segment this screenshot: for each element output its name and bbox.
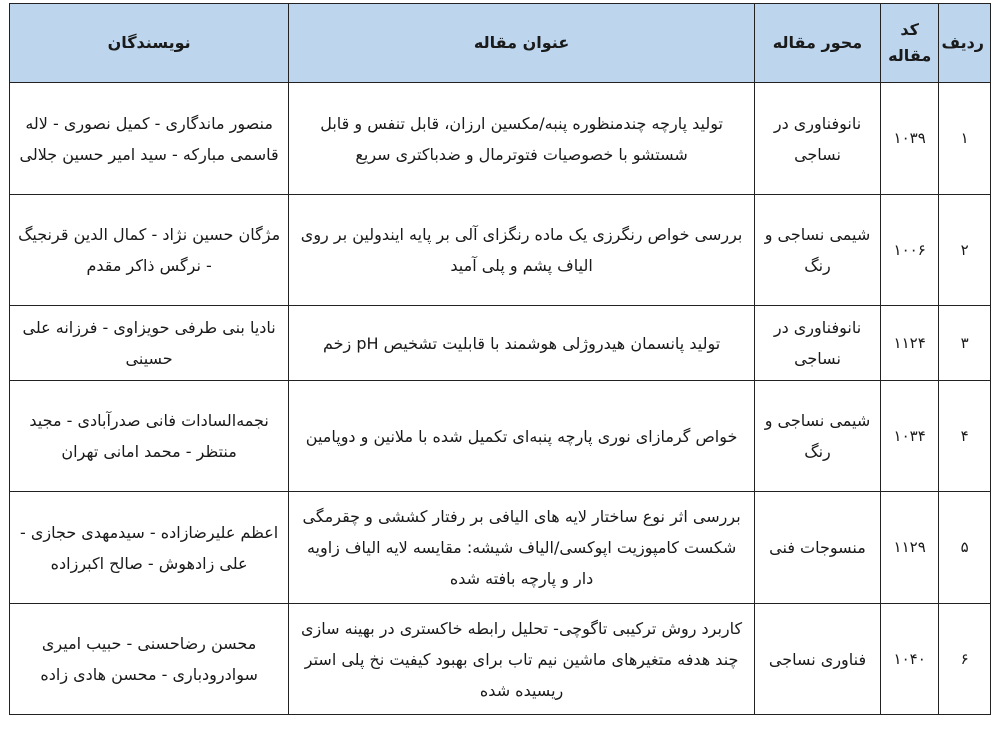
authors-cell: محسن رضاحسنی - حبیب امیری سوادرودباری - محسن هادی زاده — [10, 604, 289, 715]
article-title-cell: بررسی اثر نوع ساختار لایه های الیافی بر رفتار کششی و چقرمگی شکست کامپوزیت اپوکسی/الیاف شیشه: مقایسه لایه الیاف زاویه دار و پارچه بافته شده — [289, 492, 755, 604]
authors-cell: نجمه‌السادات فانی صدرآبادی - مجید منتظر - محمد امانی تهران — [10, 381, 289, 492]
table-header-row — [10, 4, 991, 83]
article-code-cell: ۱۰۴۰ — [881, 604, 939, 715]
header-article-title: عنوان مقاله — [289, 4, 755, 83]
article-axis-cell: شیمی نساجی و رنگ — [754, 381, 880, 492]
table-row — [10, 306, 991, 381]
article-title-cell: تولید پانسمان هیدروژلی هوشمند با قابلیت تشخیص pH زخم — [289, 306, 755, 381]
row-number-cell: ۲ — [939, 195, 991, 306]
article-title-cell: خواص گرمازای نوری پارچه پنبه‌ای تکمیل شده با ملانین و دوپامین — [289, 381, 755, 492]
header-article-code: کد مقاله — [881, 4, 939, 83]
table-row — [10, 492, 991, 604]
article-title-cell: کاربرد روش ترکیبی تاگوچی- تحلیل رابطه خاکستری در بهینه سازی چند هدفه متغیرهای ماشین نیم تاب برای بهبود کیفیت نخ پلی استر ریسیده شده — [289, 604, 755, 715]
article-code-cell: ۱۱۲۹ — [881, 492, 939, 604]
row-number-cell: ۳ — [939, 306, 991, 381]
article-title-cell: تولید پارچه چندمنظوره پنبه/مکسین ارزان، قابل تنفس و قابل شستشو با خصوصیات فتوترمال و ضدباکتری سریع — [289, 83, 755, 195]
articles-table-container — [9, 3, 991, 715]
article-code-cell: ۱۰۰۶ — [881, 195, 939, 306]
table-row — [10, 83, 991, 195]
header-article-axis: محور مقاله — [754, 4, 880, 83]
article-axis-cell: فناوری نساجی — [754, 604, 880, 715]
article-axis-cell: نانوفناوری در نساجی — [754, 83, 880, 195]
row-number-cell: ۶ — [939, 604, 991, 715]
header-row-number: ردیف — [939, 4, 991, 83]
row-number-cell: ۱ — [939, 83, 991, 195]
table-row — [10, 195, 991, 306]
authors-cell: منصور ماندگاری - کمیل نصوری - لاله قاسمی مبارکه - سید امیر حسین جلالی — [10, 83, 289, 195]
row-number-cell: ۴ — [939, 381, 991, 492]
article-code-cell: ۱۰۳۹ — [881, 83, 939, 195]
table-row — [10, 381, 991, 492]
header-authors: نویسندگان — [10, 4, 289, 83]
authors-cell: اعظم علیرضازاده - سیدمهدی حجازی - علی زادهوش - صالح اکبرزاده — [10, 492, 289, 604]
authors-cell: نادیا بنی طرفی حویزاوی - فرزانه علی حسینی — [10, 306, 289, 381]
table-row — [10, 604, 991, 715]
article-code-cell: ۱۰۳۴ — [881, 381, 939, 492]
article-code-cell: ۱۱۲۴ — [881, 306, 939, 381]
row-number-cell: ۵ — [939, 492, 991, 604]
article-title-cell: بررسی خواص رنگرزی یک ماده رنگزای آلی بر پایه ایندولین بر روی الیاف پشم و پلی آمید — [289, 195, 755, 306]
article-axis-cell: نانوفناوری در نساجی — [754, 306, 880, 381]
authors-cell: مژگان حسین نژاد - کمال الدین قرنجیگ - نرگس ذاکر مقدم — [10, 195, 289, 306]
article-axis-cell: شیمی نساجی و رنگ — [754, 195, 880, 306]
article-axis-cell: منسوجات فنی — [754, 492, 880, 604]
articles-table — [9, 3, 991, 715]
